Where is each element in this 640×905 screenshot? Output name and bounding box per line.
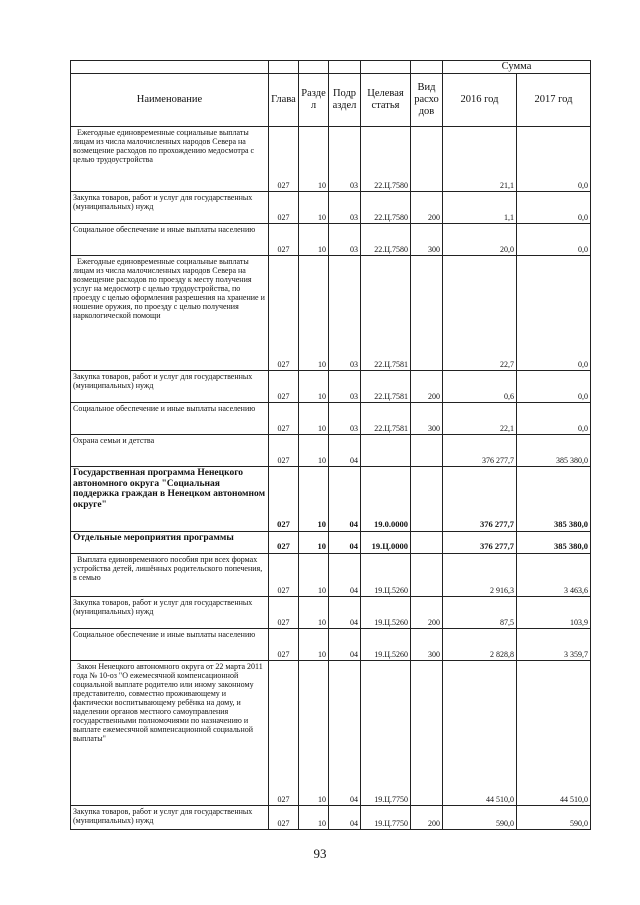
cell-name: Социальное обеспечение и иные выплаты населению	[71, 223, 269, 255]
cell-podrazdel: 03	[329, 402, 361, 434]
header-blank-cell	[71, 61, 269, 74]
cell-target: 19.0.0000	[361, 466, 411, 531]
cell-2017: 0,0	[517, 370, 591, 402]
header-blank-cell	[411, 61, 443, 74]
cell-2017: 0,0	[517, 191, 591, 223]
table-row	[71, 402, 591, 434]
cell-razdel: 10	[299, 805, 329, 829]
header-target: Целевая статья	[361, 73, 411, 126]
header-summa: Сумма	[443, 61, 591, 74]
table-row	[71, 628, 591, 660]
cell-glava: 027	[269, 553, 299, 596]
cell-razdel: 10	[299, 402, 329, 434]
cell-razdel: 10	[299, 596, 329, 628]
cell-vid	[411, 553, 443, 596]
cell-razdel: 10	[299, 660, 329, 805]
cell-2016: 2 916,3	[443, 553, 517, 596]
cell-name: Закон Ненецкого автономного округа от 22 марта 2011 года № 10-оз "О ежемесячной компенсационной социальной выплате родителю или иному законному представителю, совместно проживающему и фактически воспитывающему ребёнка на дому, и наделении органов местного самоуправления государственными полномочиями по назначению и выплате ежемесячной компенсационной социальной выплаты"	[71, 660, 269, 805]
cell-name: Государственная программа Ненецкого автономного округа "Социальная поддержка граждан в Ненецком автономном округе"	[71, 466, 269, 531]
cell-target: 22.Ц.7580	[361, 126, 411, 191]
cell-target: 22.Ц.7580	[361, 223, 411, 255]
cell-glava: 027	[269, 370, 299, 402]
cell-2017: 0,0	[517, 126, 591, 191]
cell-podrazdel: 03	[329, 255, 361, 370]
table-row	[71, 434, 591, 466]
cell-vid: 300	[411, 402, 443, 434]
cell-razdel: 10	[299, 434, 329, 466]
cell-2017: 385 380,0	[517, 434, 591, 466]
header-vid: Вид расхо дов	[411, 73, 443, 126]
cell-razdel: 10	[299, 255, 329, 370]
cell-target: 19.Ц.0000	[361, 531, 411, 553]
cell-podrazdel: 04	[329, 466, 361, 531]
cell-2016: 20,0	[443, 223, 517, 255]
cell-razdel: 10	[299, 370, 329, 402]
table-row	[71, 805, 591, 829]
cell-target: 19.Ц.5260	[361, 553, 411, 596]
cell-2017: 0,0	[517, 223, 591, 255]
cell-2017: 3 463,6	[517, 553, 591, 596]
cell-name: Социальное обеспечение и иные выплаты населению	[71, 628, 269, 660]
table-row	[71, 660, 591, 805]
table-body	[71, 126, 591, 829]
cell-2017: 3 359,7	[517, 628, 591, 660]
header-name: Наименование	[71, 73, 269, 126]
cell-glava: 027	[269, 805, 299, 829]
cell-podrazdel: 04	[329, 531, 361, 553]
cell-razdel: 10	[299, 191, 329, 223]
cell-target	[361, 434, 411, 466]
cell-name: Отдельные мероприятия программы	[71, 531, 269, 553]
cell-glava: 027	[269, 628, 299, 660]
table-row	[71, 466, 591, 531]
cell-name: Закупка товаров, работ и услуг для государственных (муниципальных) нужд	[71, 805, 269, 829]
cell-glava: 027	[269, 223, 299, 255]
cell-razdel: 10	[299, 126, 329, 191]
cell-2017: 385 380,0	[517, 466, 591, 531]
cell-2016: 0,6	[443, 370, 517, 402]
cell-glava: 027	[269, 191, 299, 223]
header-glava: Глава	[269, 73, 299, 126]
cell-podrazdel: 04	[329, 660, 361, 805]
cell-2016: 376 277,7	[443, 531, 517, 553]
cell-2017: 0,0	[517, 255, 591, 370]
cell-name: Ежегодные единовременные социальные выплаты лицам из числа малочисленных народов Севера на возмещение расходов по проезду к месту получения услуг на медосмотр с целью трудоустройства, по проезду с целью оформления разрешения на хранение и ношение оружия, по проезду с целью получения наркологической помощи	[71, 255, 269, 370]
cell-2017: 590,0	[517, 805, 591, 829]
cell-2016: 22,7	[443, 255, 517, 370]
cell-2017: 0,0	[517, 402, 591, 434]
cell-2016: 87,5	[443, 596, 517, 628]
cell-vid	[411, 434, 443, 466]
cell-glava: 027	[269, 596, 299, 628]
header-razdel: Разде л	[299, 73, 329, 126]
table-row	[71, 223, 591, 255]
cell-podrazdel: 03	[329, 223, 361, 255]
cell-2016: 22,1	[443, 402, 517, 434]
cell-vid: 200	[411, 596, 443, 628]
header-blank-cell	[329, 61, 361, 74]
cell-vid: 200	[411, 191, 443, 223]
cell-2016: 44 510,0	[443, 660, 517, 805]
cell-2016: 590,0	[443, 805, 517, 829]
cell-vid: 200	[411, 370, 443, 402]
cell-glava: 027	[269, 402, 299, 434]
header-2017: 2017 год	[517, 73, 591, 126]
cell-target: 22.Ц.7580	[361, 191, 411, 223]
cell-podrazdel: 03	[329, 191, 361, 223]
cell-glava: 027	[269, 434, 299, 466]
table-row	[71, 553, 591, 596]
cell-name: Выплата единовременного пособия при всех формах устройства детей, лишённых родительского попечения, в семью	[71, 553, 269, 596]
header-blank-cell	[269, 61, 299, 74]
cell-target: 22.Ц.7581	[361, 255, 411, 370]
table-row	[71, 191, 591, 223]
table-row	[71, 531, 591, 553]
cell-podrazdel: 04	[329, 805, 361, 829]
header-podrazdel: Подр аздел	[329, 73, 361, 126]
cell-vid	[411, 531, 443, 553]
cell-2016: 376 277,7	[443, 466, 517, 531]
cell-glava: 027	[269, 466, 299, 531]
cell-razdel: 10	[299, 223, 329, 255]
cell-razdel: 10	[299, 628, 329, 660]
cell-target: 22.Ц.7581	[361, 402, 411, 434]
cell-2017: 103,9	[517, 596, 591, 628]
cell-podrazdel: 04	[329, 434, 361, 466]
cell-target: 19.Ц.7750	[361, 660, 411, 805]
cell-razdel: 10	[299, 466, 329, 531]
page-number: 93	[313, 846, 327, 861]
cell-vid: 200	[411, 805, 443, 829]
cell-2016: 376 277,7	[443, 434, 517, 466]
cell-name: Охрана семьи и детства	[71, 434, 269, 466]
cell-name: Закупка товаров, работ и услуг для государственных (муниципальных) нужд	[71, 370, 269, 402]
cell-name: Ежегодные единовременные социальные выплаты лицам из числа малочисленных народов Севера на возмещение расходов по прохождению медосмотра с целью трудоустройства	[71, 126, 269, 191]
cell-podrazdel: 03	[329, 126, 361, 191]
cell-vid	[411, 255, 443, 370]
header-blank-cell	[361, 61, 411, 74]
cell-podrazdel: 04	[329, 628, 361, 660]
cell-podrazdel: 04	[329, 553, 361, 596]
cell-glava: 027	[269, 126, 299, 191]
cell-target: 19.Ц.7750	[361, 805, 411, 829]
cell-vid	[411, 466, 443, 531]
table-row	[71, 596, 591, 628]
table-row	[71, 370, 591, 402]
cell-glava: 027	[269, 255, 299, 370]
table-row	[71, 255, 591, 370]
cell-2017: 44 510,0	[517, 660, 591, 805]
cell-name: Закупка товаров, работ и услуг для государственных (муниципальных) нужд	[71, 191, 269, 223]
cell-target: 22.Ц.7581	[361, 370, 411, 402]
cell-podrazdel: 04	[329, 596, 361, 628]
budget-table	[70, 60, 591, 830]
cell-glava: 027	[269, 531, 299, 553]
cell-vid	[411, 126, 443, 191]
cell-podrazdel: 03	[329, 370, 361, 402]
cell-razdel: 10	[299, 531, 329, 553]
cell-vid	[411, 660, 443, 805]
cell-name: Социальное обеспечение и иные выплаты населению	[71, 402, 269, 434]
cell-target: 19.Ц.5260	[361, 596, 411, 628]
header-2016: 2016 год	[443, 73, 517, 126]
header-blank-cell	[299, 61, 329, 74]
cell-2016: 21,1	[443, 126, 517, 191]
cell-2016: 2 828,8	[443, 628, 517, 660]
cell-vid: 300	[411, 628, 443, 660]
cell-2016: 1,1	[443, 191, 517, 223]
cell-glava: 027	[269, 660, 299, 805]
cell-razdel: 10	[299, 553, 329, 596]
cell-name: Закупка товаров, работ и услуг для государственных (муниципальных) нужд	[71, 596, 269, 628]
table-header	[71, 61, 591, 127]
cell-vid: 300	[411, 223, 443, 255]
cell-target: 19.Ц.5260	[361, 628, 411, 660]
table-row	[71, 126, 591, 191]
cell-2017: 385 380,0	[517, 531, 591, 553]
